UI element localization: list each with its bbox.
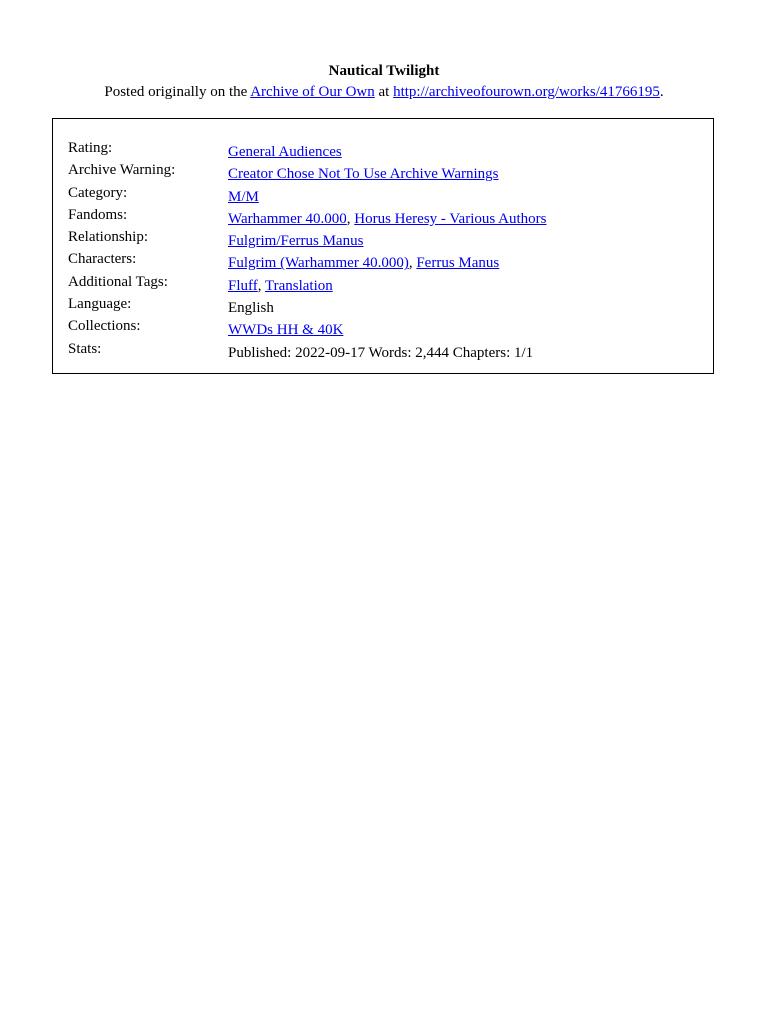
metadata-row-category: [68, 184, 698, 206]
collections-value: [228, 317, 698, 339]
rating-value: [228, 139, 698, 161]
category-link[interactable]: M/M: [228, 188, 259, 205]
metadata-row-rating: [68, 139, 698, 161]
work-header: [0, 62, 768, 102]
tag-link-translation[interactable]: Translation: [264, 277, 333, 294]
metadata-row-tags: [68, 273, 698, 295]
character-link-fulgrim[interactable]: Fulgrim (Warhammer 40.000): [228, 255, 409, 272]
work-metadata-box: [52, 118, 714, 374]
posted-period: .: [659, 84, 664, 100]
characters-value: [228, 250, 698, 272]
posted-prefix: Posted originally on the: [104, 84, 251, 100]
metadata-row-warning: [68, 161, 698, 183]
relationship-label: Relationship:: [68, 229, 148, 246]
tag-link-fluff[interactable]: Fluff: [228, 277, 258, 294]
category-label: Category:: [68, 184, 128, 201]
fandom-separator: ,: [346, 210, 355, 227]
metadata-row-relationship: [68, 228, 698, 250]
archive-link[interactable]: Archive of Our Own: [250, 84, 375, 100]
metadata-table: [68, 139, 698, 362]
fandom-link-warhammer[interactable]: Warhammer 40.000: [228, 210, 347, 227]
posted-line: [0, 83, 768, 102]
relationship-value: [228, 228, 698, 250]
character-link-ferrus[interactable]: Ferrus Manus: [416, 255, 500, 272]
language-value: English: [228, 300, 274, 317]
metadata-row-characters: [68, 250, 698, 272]
tag-separator: ,: [257, 277, 265, 294]
metadata-row-fandoms: [68, 206, 698, 228]
tags-label: Additional Tags:: [68, 273, 168, 290]
fandoms-label: Fandoms:: [68, 206, 128, 223]
warning-link[interactable]: Creator Chose Not To Use Archive Warnings: [228, 166, 499, 183]
rating-link[interactable]: General Audiences: [228, 144, 342, 160]
stats-value: Published: 2022-09-17 Words: 2,444 Chapters: 1/1: [228, 344, 534, 361]
warning-value: [228, 161, 698, 183]
language-label: Language:: [68, 296, 132, 313]
at-text: at: [374, 84, 394, 100]
tags-value: [228, 273, 698, 295]
rating-label: Rating:: [68, 140, 113, 156]
character-separator: ,: [408, 255, 417, 272]
work-title: Nautical Twilight: [328, 63, 440, 79]
stats-label: Stats:: [68, 340, 102, 357]
work-url-link[interactable]: http://archiveofourown.org/works/41766195: [393, 84, 660, 100]
metadata-row-language: [68, 295, 698, 317]
metadata-row-collections: [68, 317, 698, 339]
metadata-row-stats: [68, 340, 698, 362]
collections-label: Collections:: [68, 318, 141, 335]
collection-link[interactable]: WWDs HH & 40K: [228, 322, 344, 339]
fandoms-value: [228, 206, 698, 228]
characters-label: Characters:: [68, 251, 137, 268]
category-value: [228, 184, 698, 206]
fandom-link-horus-heresy[interactable]: Horus Heresy - Various Authors: [354, 210, 547, 227]
warning-label: Archive Warning:: [68, 162, 176, 179]
relationship-link[interactable]: Fulgrim/Ferrus Manus: [228, 233, 364, 250]
